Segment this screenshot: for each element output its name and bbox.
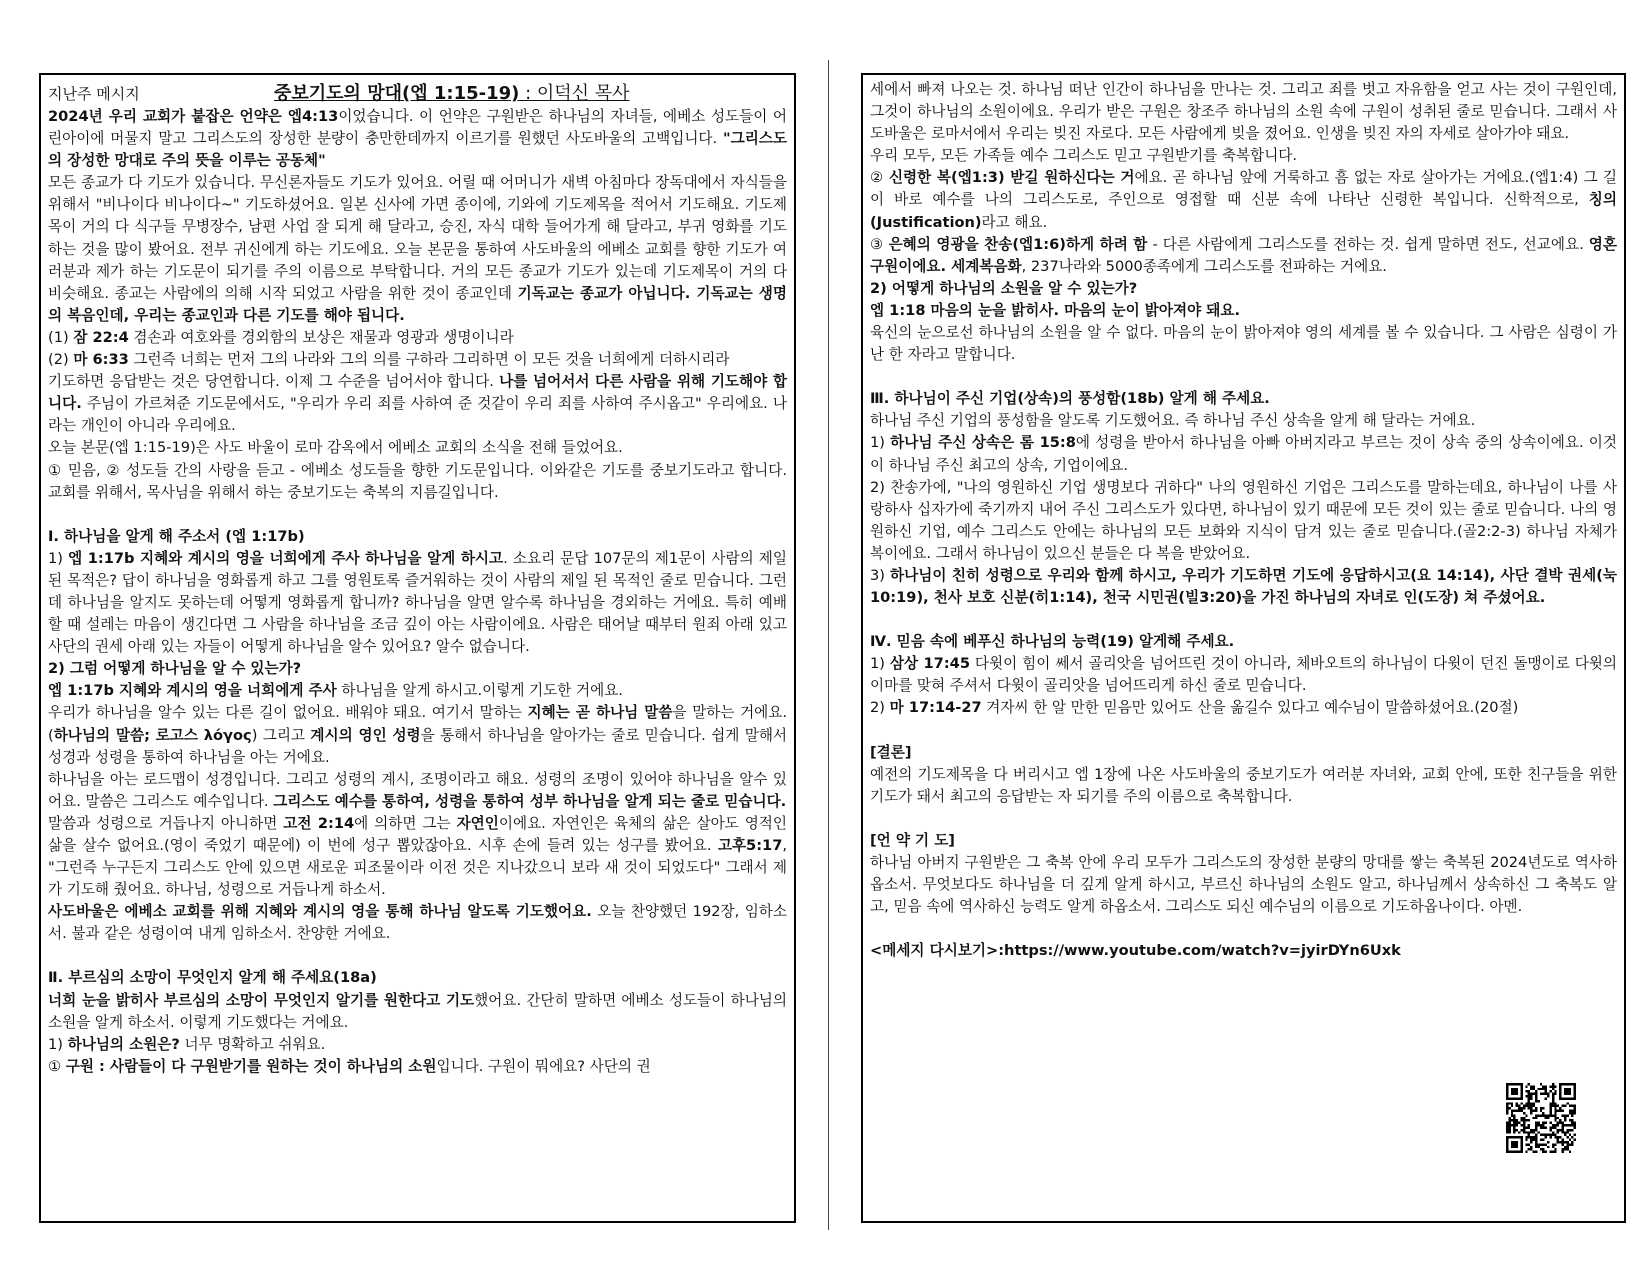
bold-text: 마 6:33	[73, 351, 129, 369]
text-run: 말씀과 성령으로 거듭나지 아니하면	[48, 814, 284, 832]
bold-text: 2024년 우리 교회가 붙잡은 언약은 엡4:13	[48, 108, 339, 125]
text-run: 그런즉 너희는 먼저 그의 나라와 그의 의를 구하라 그리하면 이 모든 것을 너희에게 더하시리라	[128, 351, 730, 369]
text-run: (1)	[48, 328, 74, 346]
bold-text: 자연인	[456, 814, 499, 832]
paragraph	[870, 852, 1617, 918]
text-run: 예전의 기도제목을 다 버리시고 엡 1장에 나온 사도바울의 중보기도가 여러분 자녀와, 교회 안에, 또한 친구들을 위한 기도가 돼서 최고의 응답받는 자 되기를 주의 이름으로 축복합니다.	[870, 765, 1617, 805]
text-run: 1)	[48, 1035, 68, 1053]
text-run: 다윗이 힘이 쎄서 골리앗을 넘어뜨린 것이 아니라, 체바오트의 하나님이 다윗이 던진 돌맹이로 다윗의 이마를 맞혀 주셔서 다윗이 골리앗을 넘어뜨리게 하신 줄로 믿습니다.	[870, 655, 1617, 695]
bold-text: [언 약 기 도]	[870, 831, 955, 849]
text-run: 입니다. 구원이 뭐에요? 사단의 권	[436, 1057, 651, 1075]
text-run: - 다른 사람에게 그리스도를 전하는 것. 쉽게 말하면 전도, 선교에요.	[1147, 235, 1589, 253]
text-run: 이었습니다. 이 언약은 구원받은 하나님의 자녀들, 에베소 성도들이 어린아이에 머물지 말고 그리스도의 장성한 분량이 충만한데까지 이르기를 원했던 사도바울의 고백입니다.	[48, 108, 788, 148]
paragraph	[48, 702, 787, 768]
bold-text: 은혜의 영광을 찬송(엡1:6)하게 하려 함	[888, 235, 1148, 253]
bold-text: 마 17:14-27	[889, 699, 982, 717]
text-run: 에 의하면 그는	[354, 814, 457, 832]
paragraph	[870, 742, 1617, 764]
paragraph	[870, 234, 1617, 278]
paragraph	[870, 278, 1617, 300]
text-run: ②	[870, 169, 889, 187]
paragraph	[48, 106, 787, 172]
bold-text: 칭의(Justification)	[870, 191, 1617, 231]
paragraph-spacer	[48, 945, 787, 967]
bold-text: 그리스도 예수를 통하여, 성령을 통하여 성부 하나님을 알게 되는 줄로 믿습니다.	[273, 792, 787, 810]
text-run: ③	[870, 235, 889, 253]
bold-text: Ⅳ. 믿음 속에 베푸신 하나님의 능력(19) 알게해 주세요.	[870, 633, 1235, 651]
text-run: 모든 종교가 다 기도가 있습니다. 무신론자들도 기도가 있어요. 어릴 때 어머니가 새벽 아침마다 장독대에서 자식들을 위해서 "비나이다 비나이다~" 기도하셨어요. 일본 신사에 가면 종이에, 기와에 기도제목을 적어서 기도해요. 기도제목이 거의 다 식구들 무병장수, 남편 사업 잘 되게 해 달라고, 승진, 자식 대학 들어가게 해 달라고, 부귀 영화를 기도하는 것을 많이 봤어요. 전부 귀신에게 하는 기도에요. 오늘 본문을 통하여 사도바울의 에베소 교회를 향한 기도가 여러분과 제가 하는 기도문이 되기를 주의 이름으로 부탁합니다. 거의 모든 종교가 기도가 있는데 기도제목이 거의 다 비슷해요. 종교는 사람에의 의해 시작 되었고 사람을 위한 것이 종교인데	[48, 174, 787, 302]
text-run: , 237나라와 5000종족에게 그리스도를 전파하는 거에요.	[1021, 257, 1387, 275]
paragraph	[870, 432, 1617, 476]
text-run: 우리가 하나님을 알수 있는 다른 길이 없어요. 배워야 돼요. 여기서 말하는	[48, 704, 528, 722]
paragraph	[870, 410, 1617, 432]
text-run: 우리 모두, 모든 가족들 예수 그리스도 믿고 구원받기를 축복합니다.	[870, 147, 1298, 165]
header-label: 지난주 메시지	[48, 85, 140, 103]
bold-text: "그리스도의 장성한 망대로 주의 뜻을 이루는 공동체"	[48, 130, 787, 170]
bold-text: 기독교는 종교가 아닙니다. 기독교는 생명의 복음인데, 우리는 종교인과 다른 기도를 해야 됩니다.	[48, 284, 787, 324]
paragraph	[48, 680, 787, 702]
paragraph	[870, 565, 1617, 609]
paragraph	[48, 172, 787, 327]
sermon-title-text: 중보기도의 망대(엡 1:15-19)	[274, 83, 520, 104]
text-run: 2) 찬송가에, "나의 영원하신 기업 생명보다 귀하다" 나의 영원하신 기업은 그리스도를 말하는데요, 하나님이 나를 사랑하사 십자가에 죽기까지 내어 주신 그리스도가 있다면, 하나님이 있기 때문에 모든 것이 있는 줄로 믿습니다. 나의 영원하신 기업, 예수 그리스도 안에는 하나님의 모든 보화와 지식이 담겨 있는 줄로 믿습니다.(골2:2-3) 하나님 자체가 복이에요. 그래서 하나님이 있으신 분들은 다 복을 받았어요.	[870, 478, 1617, 562]
bold-text: 하나님의 말씀; 로고스 λόγος	[53, 726, 252, 744]
text-run: 1)	[48, 549, 69, 567]
message-header	[48, 79, 787, 106]
bold-text: 너희 눈을 밝히사 부르심의 소망이 무엇인지 알기를 원한다고 기도	[48, 991, 475, 1009]
paragraph	[48, 1034, 787, 1056]
left-column	[39, 73, 796, 1223]
paragraph	[870, 653, 1617, 697]
paragraph	[870, 167, 1617, 233]
bold-text: <메세지 다시보기>:https://www.youtube.com/watch?v=jyirDYn6Uxk	[870, 942, 1401, 960]
text-run: 이에요. 자연인은 육체의 삶은 살아도 영적인 삶을 살수 없어요.(영이 죽었기 때문에) 이 번에 성구 뽑았잖아요. 시후 손에 들려 있는 성구를 봤어요.	[48, 814, 787, 854]
paragraph	[48, 769, 787, 813]
paragraph	[48, 901, 787, 945]
bold-text: 신령한 복(엡1:3) 받길 원하신다는 거	[888, 169, 1135, 187]
text-run: ) 그리고	[251, 726, 311, 744]
paragraph	[48, 526, 787, 548]
text-run: 을 말하는 거에요.(	[48, 704, 788, 744]
text-run: (2)	[48, 351, 74, 369]
right-column-body	[870, 79, 1617, 962]
bold-text: 2) 어떻게 하나님의 소원을 알 수 있는가?	[870, 279, 1138, 297]
paragraph	[870, 322, 1617, 366]
bold-text: 하나님 주신 상속은 롬 15:8	[890, 434, 1076, 452]
text-run: ① 믿음, ② 성도들 간의 사랑을 듣고 - 에베소 성도들을 향한 기도문입니다. 이와같은 기도를 중보기도라고 합니다. 교회를 위해서, 목사님을 위해서 하는 중보기도는 축복의 지름길입니다.	[48, 461, 787, 501]
bold-text: 엡 1:17b 지혜와 계시의 영을 너희에게 주사	[48, 682, 337, 700]
paragraph	[870, 697, 1617, 719]
text-run: 하나님을 알게 하시고.이렇게 기도한 거에요.	[336, 682, 623, 700]
paragraph	[870, 477, 1617, 565]
bold-text: 엡 1:18 마음의 눈을 밝히사. 마음의 눈이 밝아져야 돼요.	[870, 301, 1240, 319]
paragraph	[870, 631, 1617, 653]
text-run: 육신의 눈으로선 하나님의 소원을 알 수 없다. 마음의 눈이 밝아져야 영의 세계를 볼 수 있습니다. 그 사람은 심령이 가난 한 자라고 말합니다.	[870, 324, 1617, 364]
text-run: 하나님 주신 기업의 풍성함을 알도록 기도했어요. 즉 하나님 주신 상속을 알게 해 달라는 거에요.	[870, 412, 1476, 430]
column-separator	[828, 60, 829, 1230]
paragraph	[48, 813, 787, 901]
text-run: 오늘 본문(엡 1:15-19)은 사도 바울이 로마 감옥에서 에베소 교회의 소식을 전해 들었어요.	[48, 439, 623, 457]
bold-text: 하나님이 친히 성령으로 우리와 함께 하시고, 우리가 기도하면 기도에 응답하시고(요 14:14), 사단 결박 권세(눅10:19), 천사 보호 신분(히1:14), 천국 시민권(빌3:20)을 가진 하나님의 자녀로 인(도장) 쳐 주셨어요.	[870, 566, 1617, 607]
text-run: 하나님을 아는 로드맵이 성경입니다. 그리고 성령의 계시, 조명이라고 해요. 성령의 조명이 있어야 하나님을 알수 있어요. 말씀은 그리스도 예수입니다.	[48, 770, 787, 810]
text-run: 했어요. 간단히 말하면 에베소 성도들이 하나님의 소원을 알게 하소서. 이렇게 기도했다는 거에요.	[48, 991, 787, 1031]
bold-text: 고후5:17	[717, 837, 783, 854]
text-run: 겨자씨 한 알 만한 믿음만 있어도 산을 옮길수 있다고 예수님이 말씀하셨어요.(20절)	[981, 699, 1519, 717]
paragraph	[870, 830, 1617, 852]
text-run: 주님이 가르쳐준 기도문에서도, "우리가 우리 죄를 사하여 준 것같이 우리 죄를 사하여 주시옵고" 우리에요. 나라는 개인이 아니라 우리에요.	[48, 395, 787, 435]
paragraph	[48, 967, 787, 989]
bold-text: 영혼 구원이에요. 세계복음화	[870, 235, 1617, 275]
qr-code-icon[interactable]	[1506, 1079, 1576, 1157]
paragraph	[48, 327, 787, 349]
paragraph	[48, 548, 787, 658]
bold-text: 고전 2:14	[283, 814, 355, 832]
bold-text: 2) 그럼 어떻게 하나님을 알 수 있는가?	[48, 660, 302, 678]
paragraph	[48, 460, 787, 504]
bold-text: Ⅲ. 하나님이 주신 기업(상속)의 풍성함(18b) 알게 해 주세요.	[870, 390, 1270, 408]
paragraph-spacer	[870, 918, 1617, 940]
text-run: 하나님 아버지 구원받은 그 축복 안에 우리 모두가 그리스도의 장성한 분량의 망대를 쌓는 축복된 2024년도로 역사하옵소서. 무엇보다도 하나님을 더 깊게 알게 하시고, 부르신 하나님의 소원도 알고, 하나님께서 상속하신 그 축복도 알고, 믿음 속에 역사하신 능력도 알게 하옵소서. 그리스도 되신 예수님의 이름으로 기도하옵나이다. 아멘.	[870, 853, 1617, 916]
text-run: ①	[48, 1057, 66, 1075]
text-run: 1)	[870, 434, 891, 452]
text-run: 2)	[870, 699, 890, 717]
text-run: , "그런즉 누구든지 그리스도 안에 있으면 새로운 피조물이라 이전 것은 지나갔으니 보라 새 것이 되었도다" 그래서 제가 기도해 줬어요. 하나님, 성령으로 거듭나게 하소서.	[48, 837, 787, 899]
speaker-name: : 이덕신 목사	[519, 83, 630, 104]
text-run: 에요. 곧 하나님 앞에 거룩하고 흠 없는 자로 살아가는 거에요.(엡1:4) 그 길이 바로 예수를 나의 그리스도로, 주인으로 영접할 때 신분 속에 나타난 신령한 복입니다. 신학적으로,	[870, 169, 1617, 209]
text-run: 에 성령을 받아서 하나님을 아빠 아버지라고 부르는 것이 상속 중의 상속이에요. 이것이 하나님 주신 최고의 상속, 기업이에요.	[870, 434, 1617, 474]
paragraph-spacer	[870, 720, 1617, 742]
paragraph	[48, 1056, 787, 1078]
bold-text: 잠 22:4	[73, 328, 129, 346]
paragraph	[870, 940, 1617, 962]
paragraph	[48, 349, 787, 371]
text-run: 3)	[870, 566, 891, 584]
paragraph	[870, 388, 1617, 410]
bold-text: 사도바울은 에베소 교회를 위해 지혜와 계시의 영을 통해 하나님 알도록 기도했어요.	[48, 903, 592, 921]
paragraph	[48, 371, 787, 437]
bold-text: 엡 1:17b 지혜와 계시의 영을 너희에게 주사 하나님을 알게 하시고	[68, 549, 504, 567]
bold-text: Ⅱ. 부르심의 소망이 무엇인지 알게 해 주세요(18a)	[48, 969, 377, 987]
text-run: 라고 해요.	[981, 213, 1048, 231]
text-run: 1)	[870, 655, 890, 673]
text-run: 을 통해서 하나님을 알아가는 줄로 믿습니다. 쉽게 말해서 성경과 성령을 통하여 하나님을 아는 거에요.	[48, 726, 788, 766]
text-run: 기도하면 응답받는 것은 당연합니다. 이제 그 수준을 넘어서야 합니다.	[48, 373, 500, 391]
paragraph-spacer	[870, 609, 1617, 631]
bold-text: [결론]	[870, 743, 912, 761]
text-run: . 소요리 문답 107문의 제1문이 사람의 제일 된 목적은? 답이 하나님을 영화롭게 하고 그를 영원토록 즐거워하는 것이 사람의 제일 된 목적인 줄로 믿습니다. 그런데 하나님을 알지도 못하는데 어떻게 영화롭게 합니까? 하나님을 알면 알수록 하나님을 경외하는 거에요. 특히 예배할 때 설레는 마음이 생긴다면 그 사람을 하나님을 조금 깊이 아는 사람이에요. 사람은 태어날 때부터 원죄 아래 있고 사단의 권세 아래 있는 자들이 어떻게 하나님을 알수 있어요? 알수 없습니다.	[48, 549, 788, 656]
bold-text: 삼상 17:45	[889, 655, 970, 673]
sermon-title	[274, 79, 630, 105]
paragraph-spacer	[870, 366, 1617, 388]
bold-text: 구원 : 사람들이 다 구원받기를 원하는 것이 하나님의 소원	[65, 1057, 437, 1075]
paragraph	[48, 437, 787, 459]
text-run: 겸손과 여호와를 경외함의 보상은 재물과 영광과 생명이니라	[128, 328, 514, 346]
right-column	[861, 73, 1626, 1223]
left-column-body	[48, 106, 787, 1078]
paragraph	[870, 300, 1617, 322]
bold-text: 나를 넘어서서 다른 사람을 위해 기도해야 합니다.	[48, 373, 787, 413]
paragraph-spacer	[48, 504, 787, 526]
text-run: 오늘 찬양했던 192장, 임하소서. 불과 같은 성령이여 내게 임하소서. 찬양한 거에요.	[48, 903, 788, 943]
bold-text: Ⅰ. 하나님을 알게 해 주소서 (엡 1:17b)	[48, 527, 305, 545]
paragraph	[870, 145, 1617, 167]
paragraph	[870, 764, 1617, 808]
text-run: 너무 명확하고 쉬워요.	[179, 1035, 326, 1053]
paragraph-spacer	[870, 808, 1617, 830]
bold-text: 계시의 영인 성령	[310, 726, 421, 744]
paragraph	[48, 658, 787, 680]
text-run: 세에서 빠져 나오는 것. 하나님 떠난 인간이 하나님을 만나는 것. 그리고 죄를 벗고 자유함을 얻고 사는 것이 구원인데, 그것이 하나님의 소원이에요. 우리가 받은 구원은 창조주 하나님의 소원 속에 구원이 성취된 줄로 믿습니다. 그래서 사도바울은 로마서에서 우리는 빚진 자로다. 모든 사람에게 빚을 졌어요. 인생을 빚진 자의 자세로 살아가야 돼요.	[870, 81, 1617, 143]
paragraph	[48, 990, 787, 1034]
bold-text: 지혜는 곧 하나님 말씀	[527, 704, 673, 722]
paragraph	[870, 79, 1617, 145]
bold-text: 하나님의 소원은?	[67, 1035, 180, 1053]
